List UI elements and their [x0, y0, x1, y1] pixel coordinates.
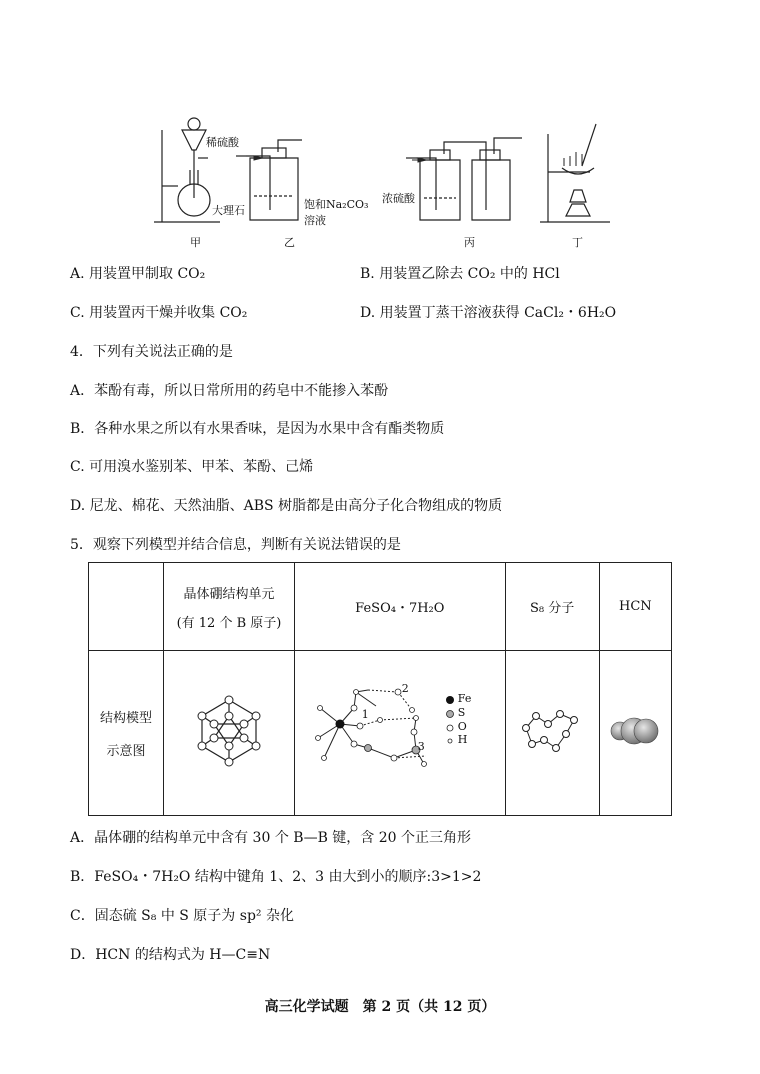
yi-label-1: 饱和Na₂CO₃: [304, 198, 369, 211]
caption-yi: 乙: [284, 236, 295, 249]
header-feso4: FeSO₄・7H₂O: [294, 563, 505, 651]
caption-jia: 甲: [190, 236, 201, 249]
q4-option-d: D. 尼龙、棉花、天然油脂、ABS 树脂都是由高分子化合物组成的物质: [70, 498, 503, 514]
q3-option-a: A. 用装置甲制取 CO₂: [70, 266, 206, 282]
header-s8: S₈ 分子: [505, 563, 599, 651]
table-corner: [89, 563, 164, 651]
legend-fe: Fe: [457, 692, 472, 705]
boron-model-cell: [163, 651, 294, 816]
header-boron-line1: 晶体硼结构单元: [183, 586, 275, 602]
q3-option-b: B. 用装置乙除去 CO₂ 中的 HCl: [360, 266, 560, 282]
q4-stem: 4．下列有关说法正确的是: [70, 344, 233, 360]
apparatus-figure: [150, 110, 630, 250]
q4-option-c: C. 可用溴水鉴别苯、甲苯、苯酚、己烯: [70, 459, 314, 475]
boron-icosahedron-model: [194, 696, 264, 766]
q4-option-a: A．苯酚有毒，所以日常所用的药皂中不能掺入苯酚: [70, 383, 389, 399]
row-label-line1: 结构模型: [99, 711, 152, 726]
hcn-space-filling-model: [610, 713, 660, 749]
header-boron-line2: (有 12 个 B 原子): [176, 615, 282, 631]
yi-label-2: 溶液: [304, 214, 326, 227]
angle-label-2: 2: [401, 682, 409, 695]
q5-model-table: [88, 562, 672, 816]
row-label-line2: 示意图: [106, 744, 146, 759]
header-hcn: HCN: [599, 563, 671, 651]
angle-label-1: 1: [361, 708, 369, 721]
feso4-model-cell: [294, 651, 505, 816]
bing-label: 浓硫酸: [382, 192, 415, 205]
q5-option-a: A．晶体硼的结构单元中含有 30 个 B—B 键，含 20 个正三角形: [70, 830, 472, 846]
caption-ding: 丁: [572, 236, 583, 249]
q5-stem: 5．观察下列模型并结合信息，判断有关说法错误的是: [70, 537, 401, 553]
header-boron: [163, 563, 294, 651]
hcn-model-cell: [599, 651, 671, 816]
q5-option-c: C．固态硫 S₈ 中 S 原子为 sp² 杂化: [70, 908, 294, 924]
page-footer: 高三化学试题 第 2 页（共 12 页）: [264, 999, 496, 1015]
row-label: [89, 651, 164, 816]
q3-option-c: C. 用装置丙干燥并收集 CO₂: [70, 305, 248, 321]
s8-model-cell: [505, 651, 599, 816]
legend-o: O: [457, 720, 467, 733]
q5-option-b: B．FeSO₄・7H₂O 结构中键角 1、2、3 由大到小的顺序:3>1>2: [70, 869, 482, 885]
jia-reagent-top: 稀硫酸: [206, 136, 239, 149]
legend-h: H: [457, 733, 468, 746]
angle-label-3: 3: [417, 740, 425, 753]
q5-option-d: D．HCN 的结构式为 H—C≡N: [70, 947, 271, 963]
q3-option-d: D. 用装置丁蒸干溶液获得 CaCl₂・6H₂O: [360, 305, 617, 321]
q4-option-b: B．各种水果之所以有水果香味，是因为水果中含有酯类物质: [70, 421, 445, 437]
caption-bing: 丙: [464, 236, 475, 249]
jia-reagent-bottom: 大理石: [212, 204, 245, 217]
s8-ring-model: [520, 706, 584, 756]
legend-s: S: [457, 706, 466, 719]
